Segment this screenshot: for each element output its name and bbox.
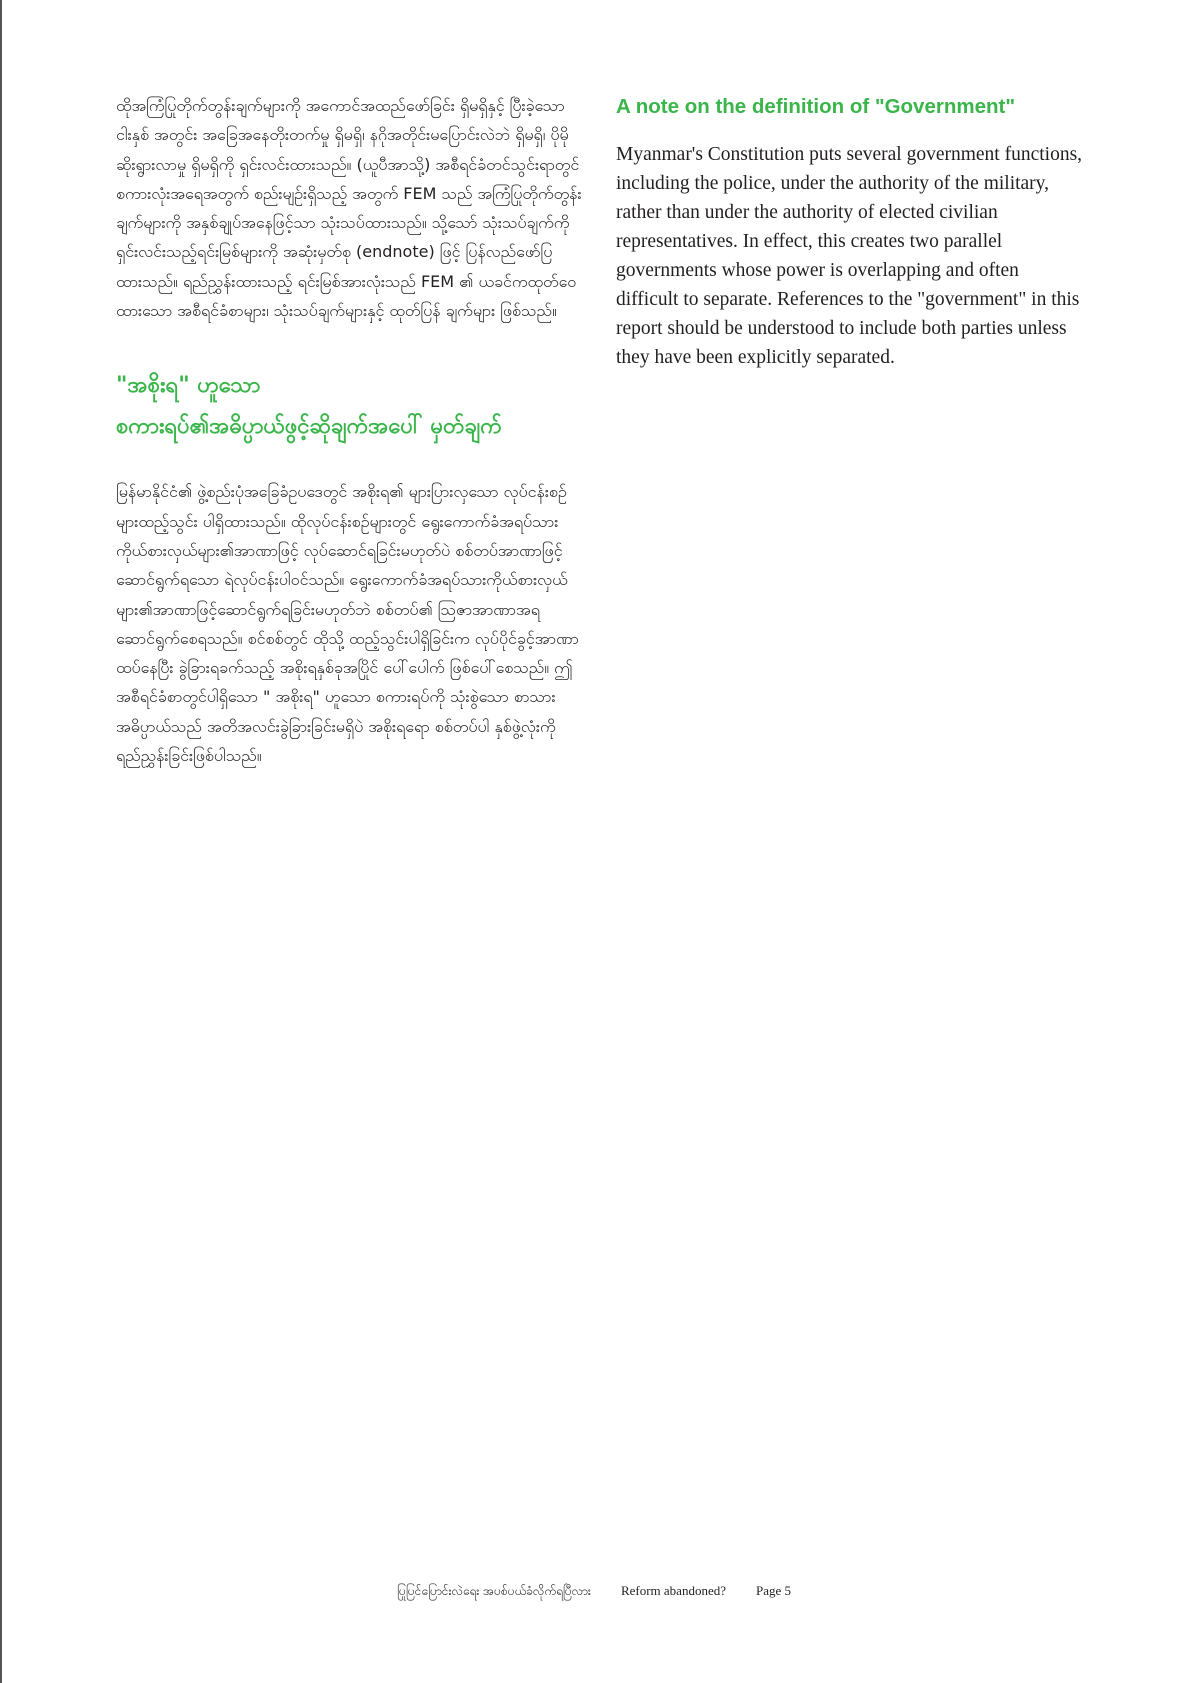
section-heading-my-line1: "အစိုးရ" ဟူသော [116, 373, 261, 399]
section-heading-en: A note on the definition of "Government" [616, 95, 1016, 118]
footer-title-en: Reform abandoned? [620, 1583, 726, 1598]
page-left-edge-rule [0, 0, 2, 1683]
definition-paragraph-en: Myanmar's Constitution puts several government functions, including the police, under the authority of the military, rather than under the authority of elected civilian representatives. In effect, this creates two parallel governments whose power is overlapping and often difficult to separate. References to the "government" in this report should be understood to include both parties unless they have been explicitly separated. [616, 144, 1083, 368]
intro-paragraph-my: ထိုအကြံပြုတိုက်တွန်းချက်များကို အကောင်အထည်ဖော်ခြင်း ရှိမရှိနှင့် ပြီးခဲ့သော ငါးနှစ် အတွင်း အခြေအနေတိုးတက်မှု ရှိမရှိ၊ နဂိုအတိုင်းမပြောင်းလဲဘဲ ရှိမရှိ၊ ပိုမိုဆိုးရွားလာမှု ရှိမရှိကို ရှင်းလင်းထားသည်။ (ယူပီအာသို့) အစီရင်ခံတင်သွင်းရာတွင် စကားလုံးအရေအတွက် စည်းမျဉ်းရှိသည့် အတွက် FEM သည် အကြံပြုတိုက်တွန်းချက်များကို အနှစ်ချုပ်အနေဖြင့်သာ သုံးသပ်ထားသည်။ သို့သော် သုံးသပ်ချက်ကို ရှင်းလင်းသည့်ရင်းမြစ်များကို အဆုံးမှတ်စု (endnote) ဖြင့် ပြန်လည်ဖော်ပြထားသည်။ ရည်ညွှန်းထားသည့် ရင်းမြစ်အားလုံးသည် FEM ၏ ယခင်ကထုတ်ဝေထားသော အစီရင်ခံစာများ၊ သုံးသပ်ချက်များနှင့် ထုတ်ပြန် ချက်များ ဖြစ်သည်။ [116, 96, 582, 321]
section-heading-my [116, 365, 582, 447]
right-column [616, 91, 1086, 372]
footer-title-my: ပြုပြင်ပြောင်းလဲရေး အပစ်ပယ်ခံလိုက်ရပြီလား [396, 1584, 591, 1598]
definition-paragraph-my: မြန်မာနိုင်ငံ၏ ဖွဲ့စည်းပုံအခြေခံဥပဒေတွင် အစိုးရ၏ များပြားလှသော လုပ်ငန်းစဉ်များထည့်သွင်း ပါရှိထားသည်။ ထိုလုပ်ငန်းစဉ်များတွင် ရွေးကောက်ခံအရပ်သားကိုယ်စားလှယ်များ၏အာဏာဖြင့် လုပ်ဆောင်ရခြင်းမဟုတ်ပဲ စစ်တပ်အာဏာဖြင့် ဆောင်ရွက်ရသော ရဲလုပ်ငန်းပါဝင်သည်။ ရွေးကောက်ခံအရပ်သားကိုယ်စားလှယ်များ၏အာဏာဖြင့်ဆောင်ရွက်ရခြင်းမဟုတ်ဘဲ စစ်တပ်၏ သြဇာအာဏာအရ ဆောင်ရွက်စေရသည်။ စင်စစ်တွင် ထိုသို့ ထည့်သွင်းပါရှိခြင်းက လုပ်ပိုင်ခွင့်အာဏာထပ်နေပြီး ခွဲခြားရခက်သည့် အစိုးရနှစ်ခုအပြိုင် ပေါ်ပေါက် ဖြစ်ပေါ်စေသည်။ ဤ အစီရင်ခံစာတွင်ပါရှိသော " အစိုးရ" ဟူသော စကားရပ်ကို သုံးစွဲသော စာသား အဓိပ္ပာယ်သည် အတိအလင်းခွဲခြားခြင်းမရှိပဲ အစိုးရရော စစ်တပ်ပါ နှစ်ဖွဲ့လုံးကို ရည်ညွှန်းခြင်းဖြစ်ပါသည်။ [116, 482, 579, 766]
page-number: Page 5 [755, 1583, 792, 1598]
page-footer [0, 1583, 1188, 1601]
left-column [116, 91, 582, 770]
section-heading-my-line2: စကားရပ်၏အဓိပ္ပာယ်ဖွင့်ဆိုချက်အပေါ် မှတ်ချက် [116, 414, 502, 440]
